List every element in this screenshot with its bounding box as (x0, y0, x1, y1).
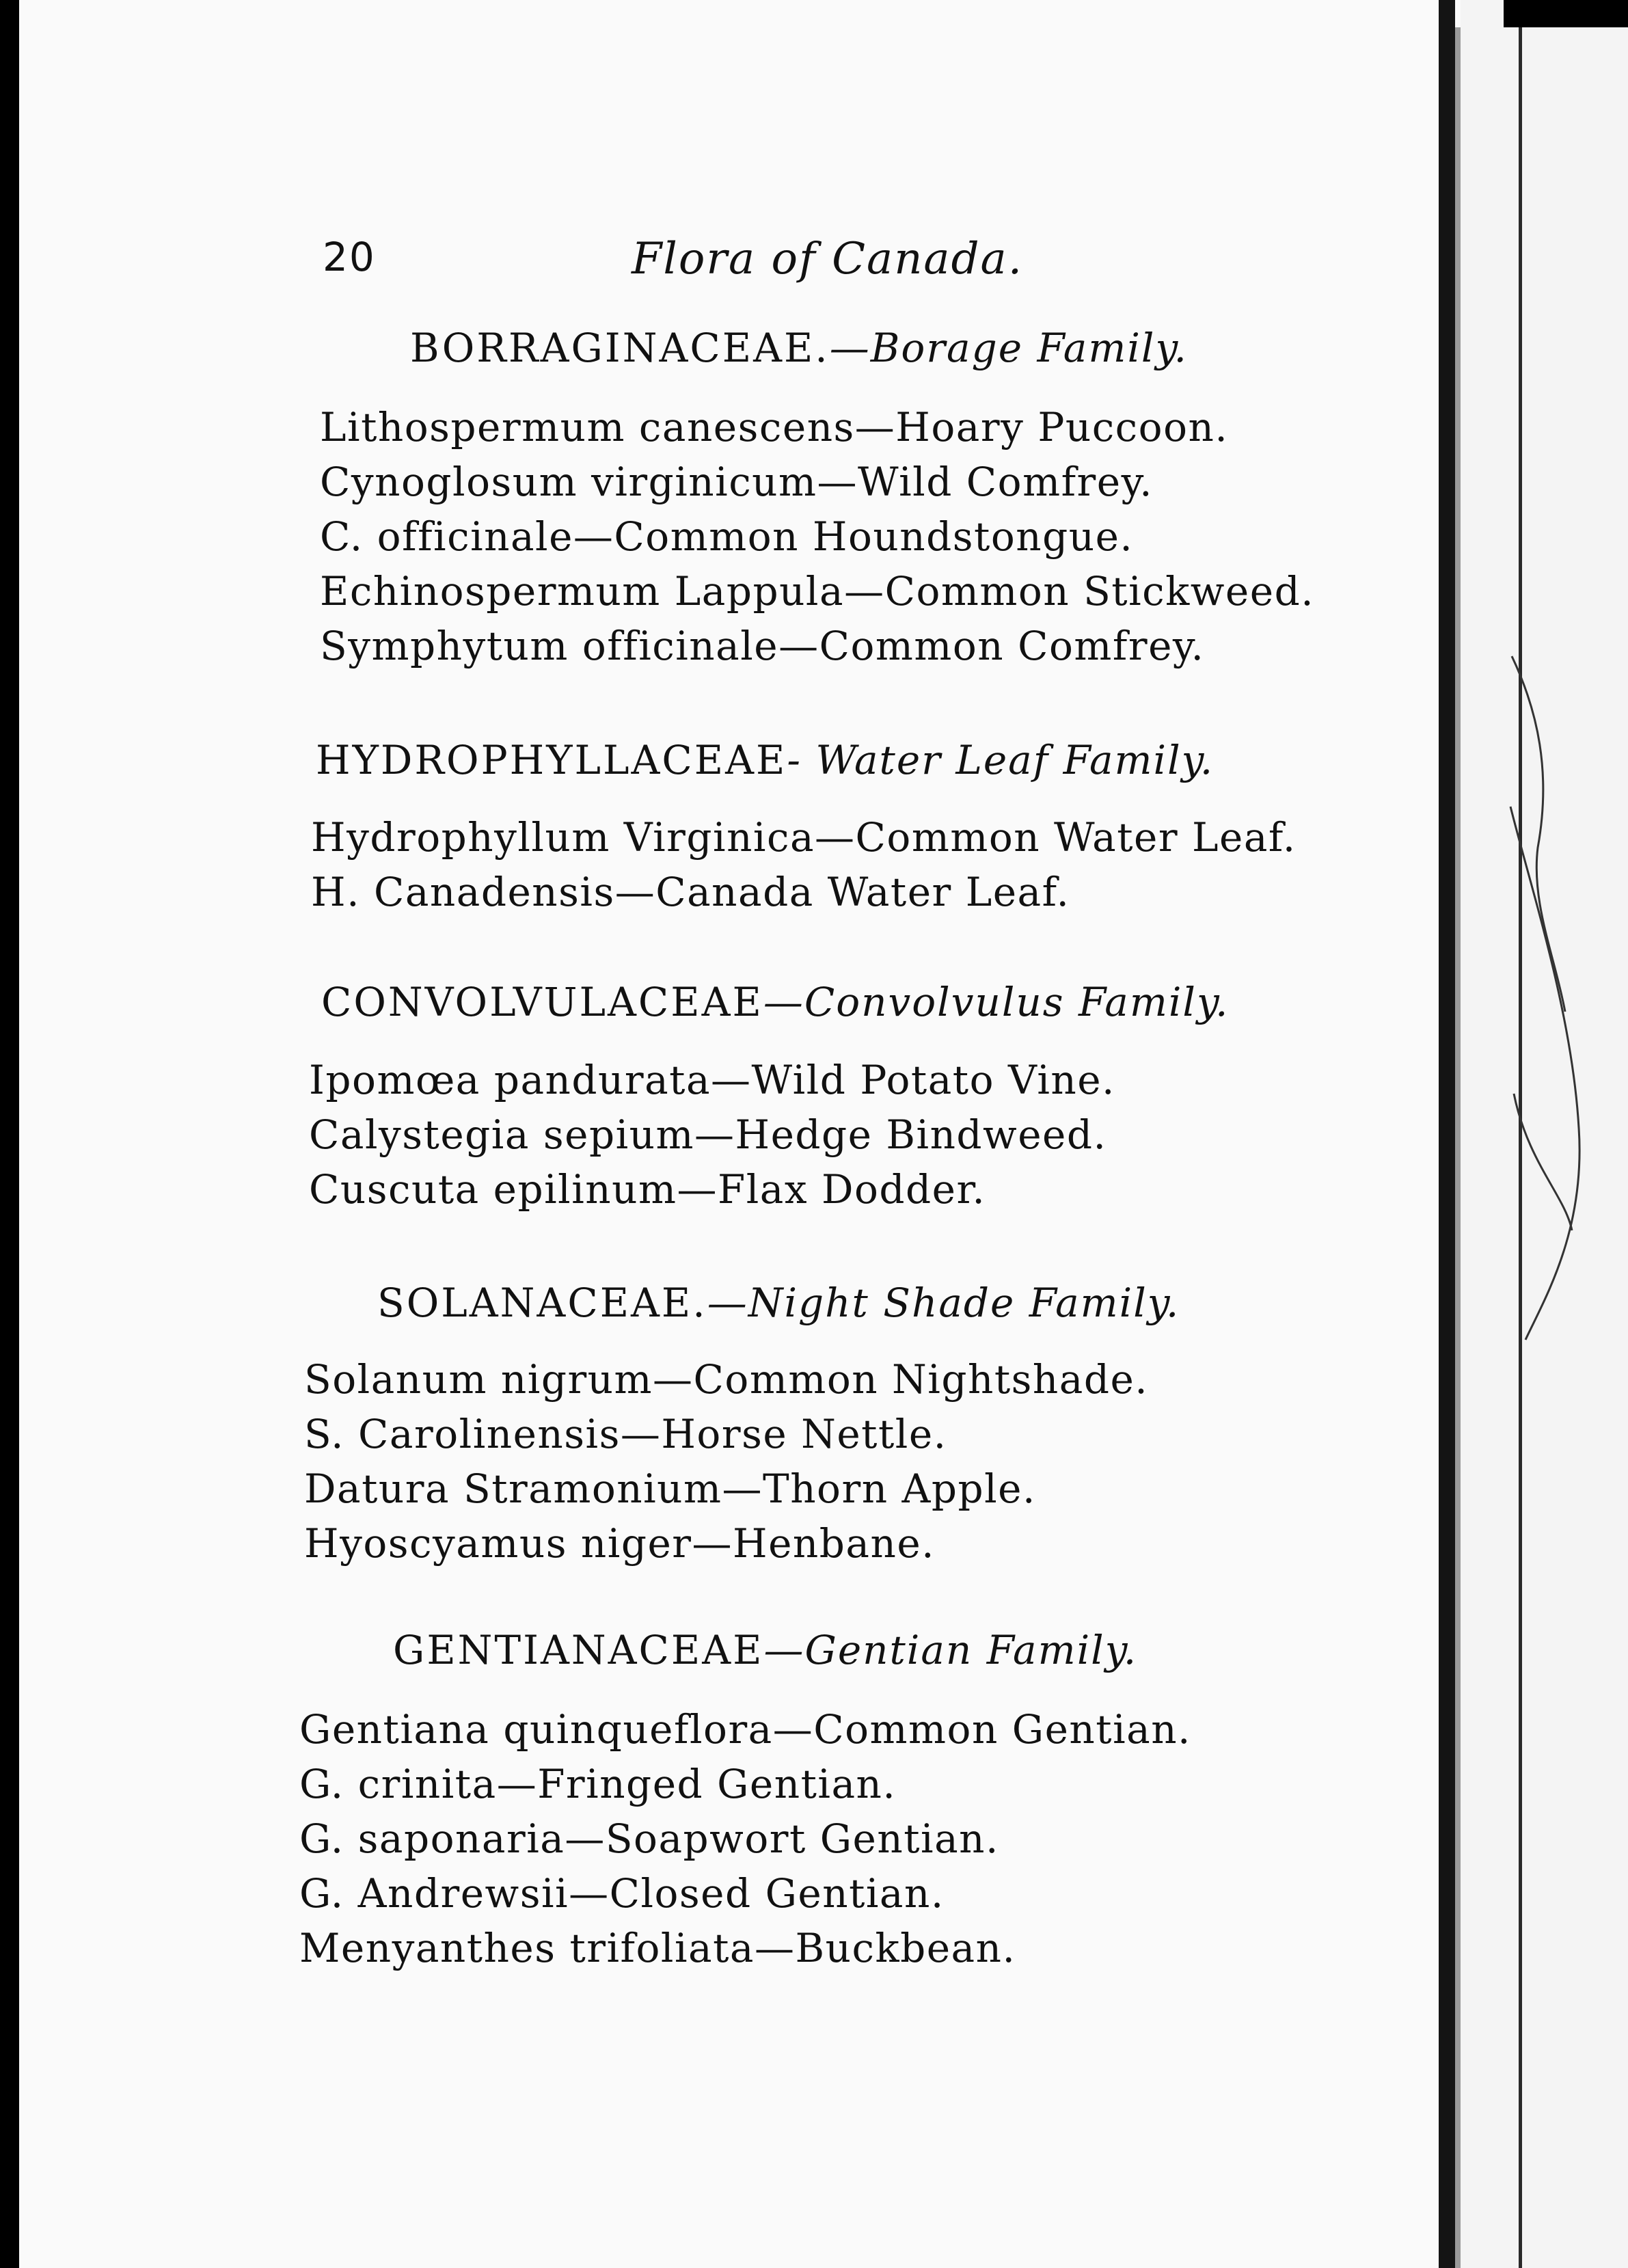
left-scan-edge (0, 0, 19, 2268)
species-entry: Hydrophyllum Virginica—Common Water Leaf. (311, 814, 1297, 861)
species-entry: Hyoscyamus niger—Henbane. (304, 1520, 936, 1567)
species-entry: C. officinale—Common Houndstongue. (320, 513, 1134, 560)
stitch-line (1519, 27, 1522, 2268)
species-list (309, 1053, 1115, 1217)
family-common-name: —Borage Family. (829, 325, 1188, 371)
section-heading (321, 979, 1229, 1025)
species-entry: G. saponaria—Soapwort Gentian. (299, 1815, 999, 1862)
right-scan-edge (1504, 0, 1628, 27)
family-name: CONVOLVULACEAE (321, 979, 763, 1025)
species-entry: Cynoglosum virginicum—Wild Comfrey. (320, 459, 1154, 505)
family-name: HYDROPHYLLACEAE (316, 737, 787, 783)
species-list (311, 810, 1297, 919)
family-common-name: - Water Leaf Family. (787, 737, 1215, 783)
species-entry: Cuscuta epilinum—Flax Dodder. (309, 1166, 986, 1213)
species-entry: G. crinita—Fringed Gentian. (299, 1761, 897, 1807)
section-heading (377, 1280, 1180, 1326)
section-heading (393, 1627, 1137, 1673)
family-name: SOLANACEAE. (377, 1280, 707, 1326)
species-entry: H. Canadensis—Canada Water Leaf. (311, 869, 1070, 915)
running-head (323, 234, 1314, 295)
species-entry: Echinospermum Lappula—Common Stickweed. (320, 568, 1315, 615)
species-entry: S. Carolinensis—Horse Nettle. (304, 1411, 947, 1457)
species-entry: Ipomœa pandurata—Wild Potato Vine. (309, 1057, 1115, 1103)
species-entry: Calystegia sepium—Hedge Bindweed. (309, 1111, 1107, 1158)
adjacent-page-edge (1461, 0, 1628, 2268)
family-name: GENTIANACEAE (393, 1627, 764, 1673)
section-heading (316, 737, 1214, 783)
species-list (299, 1702, 1191, 1975)
family-name: BORRAGINACEAE. (410, 325, 830, 371)
species-list (320, 400, 1314, 673)
species-entry: Datura Stramonium—Thorn Apple. (304, 1466, 1036, 1512)
section-heading (410, 325, 1188, 371)
page-binding (1439, 0, 1455, 2268)
binding-shadow (1455, 27, 1461, 2268)
page-number: 20 (323, 234, 376, 280)
species-entry: Symphytum officinale—Common Comfrey. (320, 623, 1205, 669)
species-list (304, 1352, 1148, 1571)
species-entry: Gentiana quinqueflora—Common Gentian. (299, 1706, 1191, 1753)
running-title: Flora of Canada. (632, 234, 1024, 284)
species-entry: Lithospermum canescens—Hoary Puccoon. (320, 404, 1229, 450)
family-common-name: —Night Shade Family. (707, 1280, 1180, 1326)
family-common-name: —Convolvulus Family. (763, 979, 1230, 1025)
species-entry: Solanum nigrum—Common Nightshade. (304, 1356, 1149, 1403)
family-common-name: —Gentian Family. (763, 1627, 1138, 1673)
species-entry: G. Andrewsii—Closed Gentian. (299, 1870, 945, 1917)
species-entry: Menyanthes trifoliata—Buckbean. (299, 1925, 1016, 1971)
